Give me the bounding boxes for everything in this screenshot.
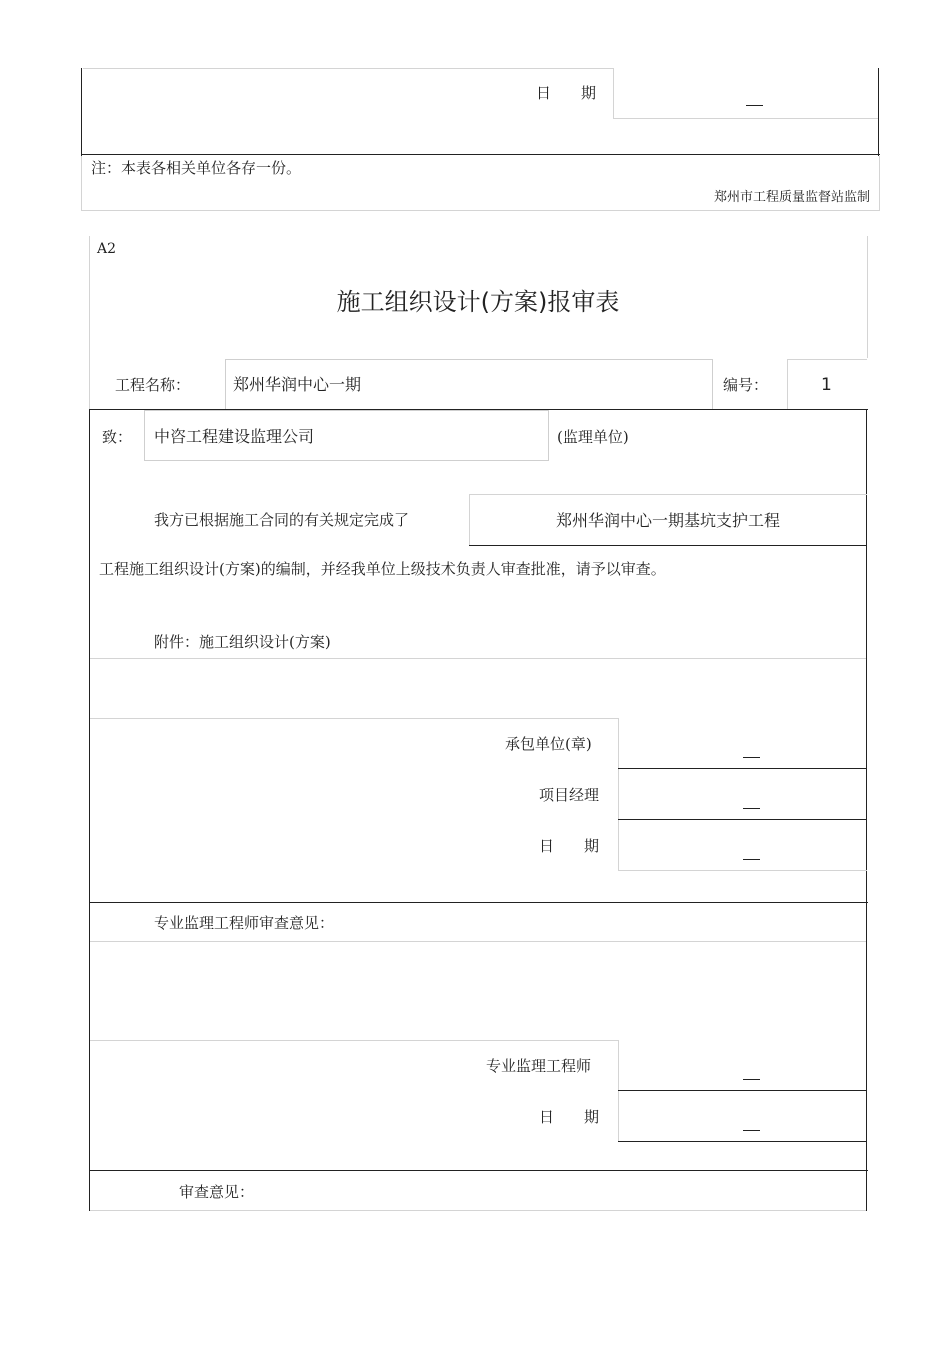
to-label: 致：	[102, 428, 133, 446]
note-box-bottom	[81, 210, 880, 211]
engineer-section-border	[89, 902, 868, 903]
contractor-cell-line	[618, 768, 867, 769]
body-line-1: 我方已根据施工合同的有关规定完成了	[154, 511, 410, 529]
date2-label: 日 期	[539, 1108, 600, 1126]
to-suffix: (监理单位)	[557, 428, 629, 446]
number-cell-line	[787, 359, 867, 360]
signature-cell-line	[618, 718, 619, 871]
engineer-opinion-line	[90, 941, 866, 942]
header-right-line	[867, 236, 868, 358]
body-project-value: 郑州华润中心一期基坑支护工程	[555, 511, 780, 530]
body-line-2: 工程施工组织设计(方案)的编制，并经我单位上级技术负责人审查批准，请予以审查。	[99, 560, 666, 578]
date1-cell-line	[618, 870, 867, 871]
review-section-border	[89, 1170, 868, 1171]
engineer-cell-line	[618, 1040, 619, 1142]
number-value: 1	[821, 375, 832, 395]
date-label: 日 期	[536, 84, 597, 102]
engineer-cell-bottom	[618, 1090, 867, 1091]
cell-line	[613, 68, 614, 118]
number-cell-line	[787, 359, 788, 410]
date-value-blank	[746, 105, 763, 106]
engineer-label: 专业监理工程师	[486, 1057, 592, 1075]
review-label: 审查意见：	[179, 1183, 255, 1201]
body-project-cell-bottom	[469, 545, 867, 546]
number-label: 编号：	[723, 376, 769, 394]
attachment-line	[90, 658, 866, 659]
table-left-border	[89, 409, 90, 1211]
header-left-line	[89, 236, 90, 410]
date2-cell-bottom	[618, 1141, 867, 1142]
engineer-sign-line	[90, 1040, 618, 1041]
contractor-blank	[743, 757, 760, 758]
pm-blank	[743, 808, 760, 809]
review-line	[90, 1210, 866, 1211]
signature-block-line	[90, 718, 618, 719]
date1-blank	[743, 859, 760, 860]
copies-note: 注：本表各相关单位各存一份。	[91, 159, 302, 177]
project-name-value: 郑州华润中心一期	[233, 375, 362, 394]
contractor-label: 承包单位(章)	[505, 735, 592, 753]
body-project-cell-top	[469, 494, 867, 495]
to-value: 中咨工程建设监理公司	[154, 427, 315, 446]
pm-label: 项目经理	[539, 786, 600, 804]
note-box-right	[879, 156, 880, 210]
form-title: 施工组织设计(方案)报审表	[336, 288, 620, 316]
date1-label: 日 期	[539, 837, 600, 855]
attachment-text: 附件：施工组织设计(方案)	[154, 633, 331, 651]
row-line	[83, 68, 614, 69]
project-label: 工程名称：	[115, 376, 191, 394]
border-bottom	[81, 154, 880, 155]
issuer-text: 郑州市工程质量监督站监制	[713, 190, 870, 205]
note-box-left	[81, 156, 82, 210]
border-right	[878, 68, 879, 156]
border-left	[81, 68, 82, 156]
pm-cell-line	[618, 819, 867, 820]
engineer-blank	[743, 1079, 760, 1080]
date2-blank	[743, 1130, 760, 1131]
form-code: A2	[97, 241, 117, 257]
engineer-opinion-label: 专业监理工程师审查意见：	[154, 914, 335, 932]
cell-line	[613, 118, 878, 119]
